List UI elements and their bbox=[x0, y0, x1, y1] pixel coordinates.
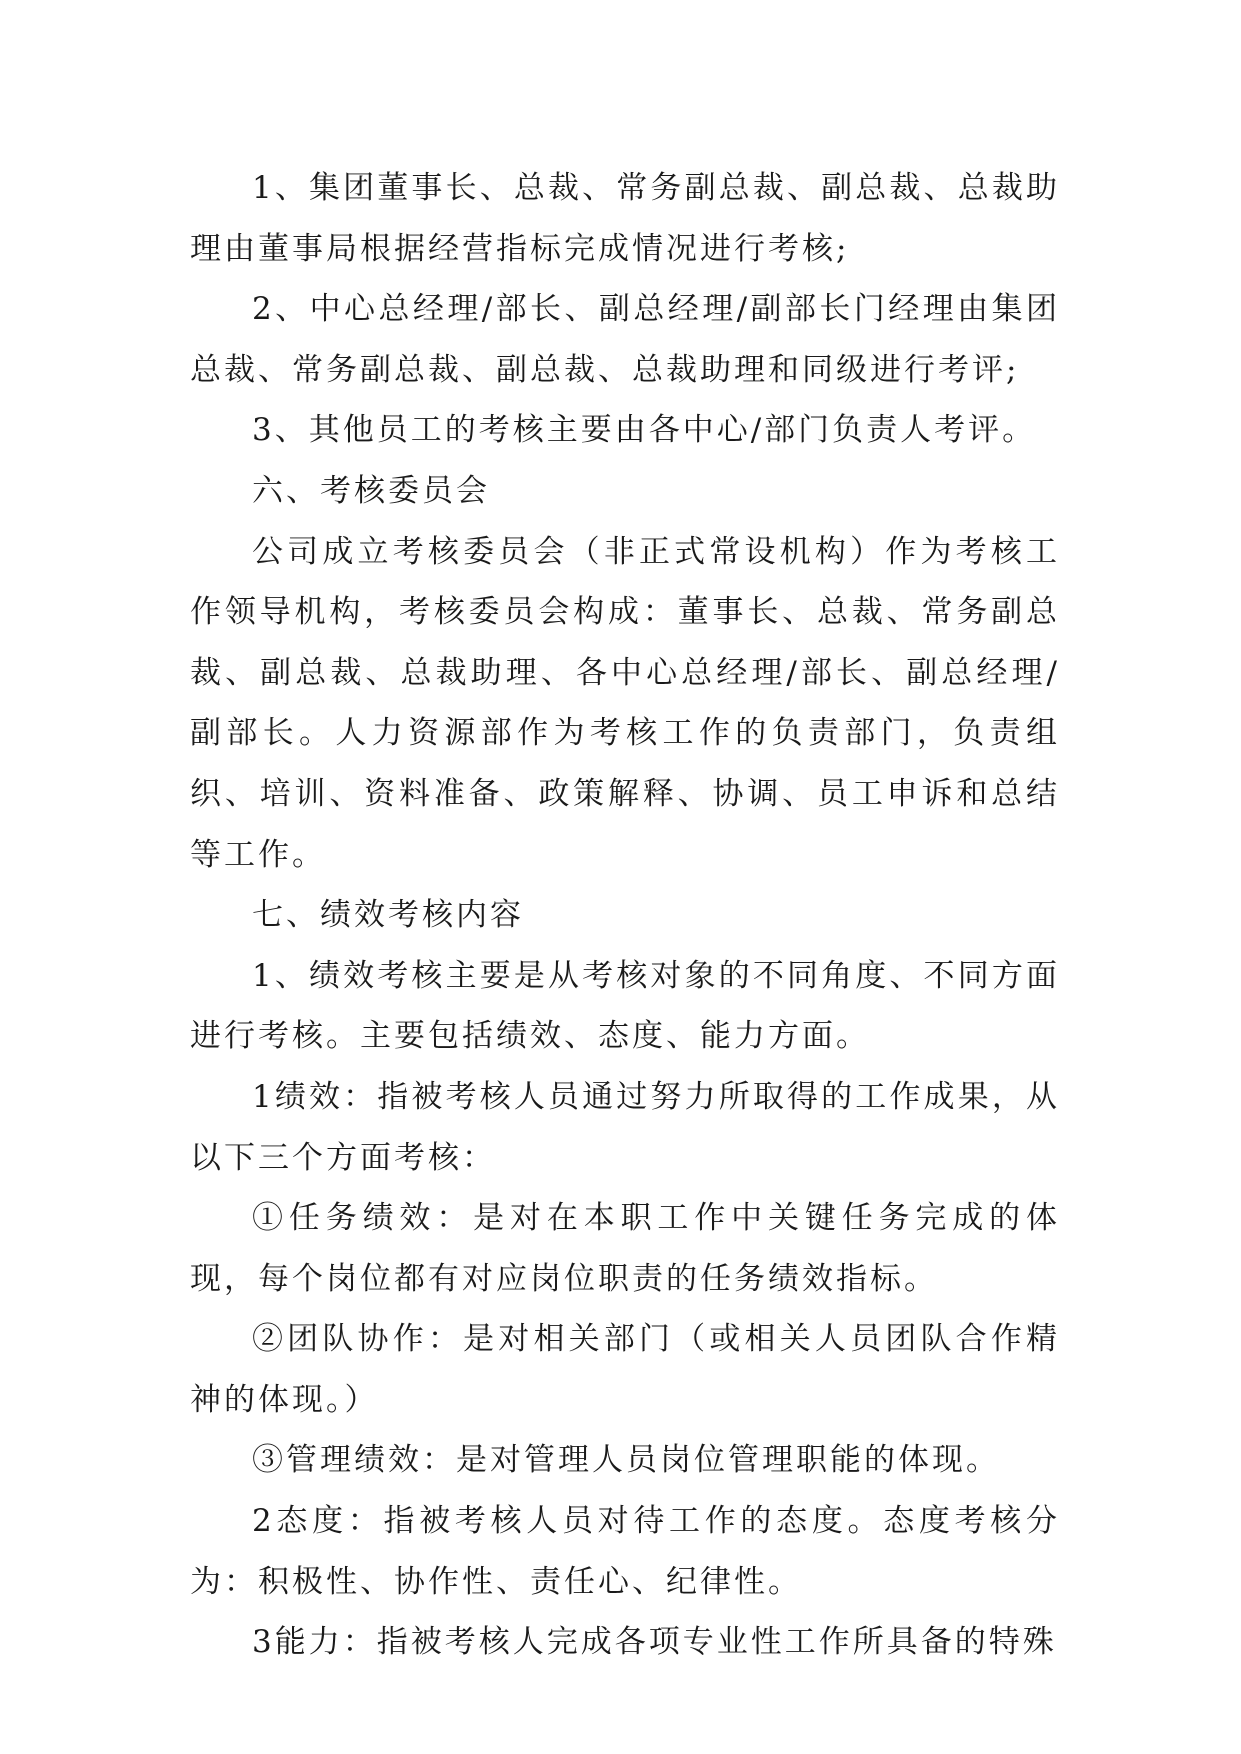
paragraph-content-overview: 1、绩效考核主要是从考核对象的不同角度、不同方面进行考核。主要包括绩效、态度、能力方面。 bbox=[190, 957, 1060, 1055]
document-body bbox=[190, 158, 1060, 1673]
paragraph-management-performance: ③管理绩效：是对管理人员岗位管理职能的体现。 bbox=[252, 1442, 1000, 1479]
paragraph-ability: 3能力：指被考核人完成各项专业性工作所具备的特殊 bbox=[252, 1624, 1057, 1661]
paragraph-attitude: 2态度：指被考核人员对待工作的态度。态度考核分为：积极性、协作性、责任心、纪律性。 bbox=[190, 1503, 1060, 1600]
paragraph-performance: 1绩效：指被考核人员通过努力所取得的工作成果，从以下三个方面考核： bbox=[190, 1078, 1060, 1176]
paragraph-teamwork: ②团队协作：是对相关部门（或相关人员团队合作精神的体现。） bbox=[190, 1321, 1060, 1418]
paragraph-assessment-managers: 2、中心总经理/部长、副总经理/副部长门经理由集团总裁、常务副总裁、副总裁、总裁助理和同级进行考评; bbox=[190, 291, 1060, 388]
section-heading-content: 七、绩效考核内容 bbox=[252, 897, 524, 934]
paragraph-task-performance: ①任务绩效：是对在本职工作中关键任务完成的体现，每个岗位都有对应岗位职责的任务绩效指标。 bbox=[190, 1200, 1060, 1297]
paragraph-assessment-executives: 1、集团董事长、总裁、常务副总裁、副总裁、总裁助理由董事局根据经营指标完成情况进行考核; bbox=[190, 170, 1060, 267]
paragraph-committee-description: 公司成立考核委员会（非正式常设机构）作为考核工作领导机构，考核委员会构成：董事长、总裁、常务副总裁、副总裁、总裁助理、各中心总经理/部长、副总经理/副部长。人力资源部作为考核工作的负责部门，负责组织、培训、资料准备、政策解释、协调、员工申诉和总结等工作。 bbox=[190, 533, 1060, 873]
section-heading-committee: 六、考核委员会 bbox=[252, 472, 490, 509]
paragraph-assessment-staff: 3、其他员工的考核主要由各中心/部门负责人考评。 bbox=[252, 412, 1037, 449]
